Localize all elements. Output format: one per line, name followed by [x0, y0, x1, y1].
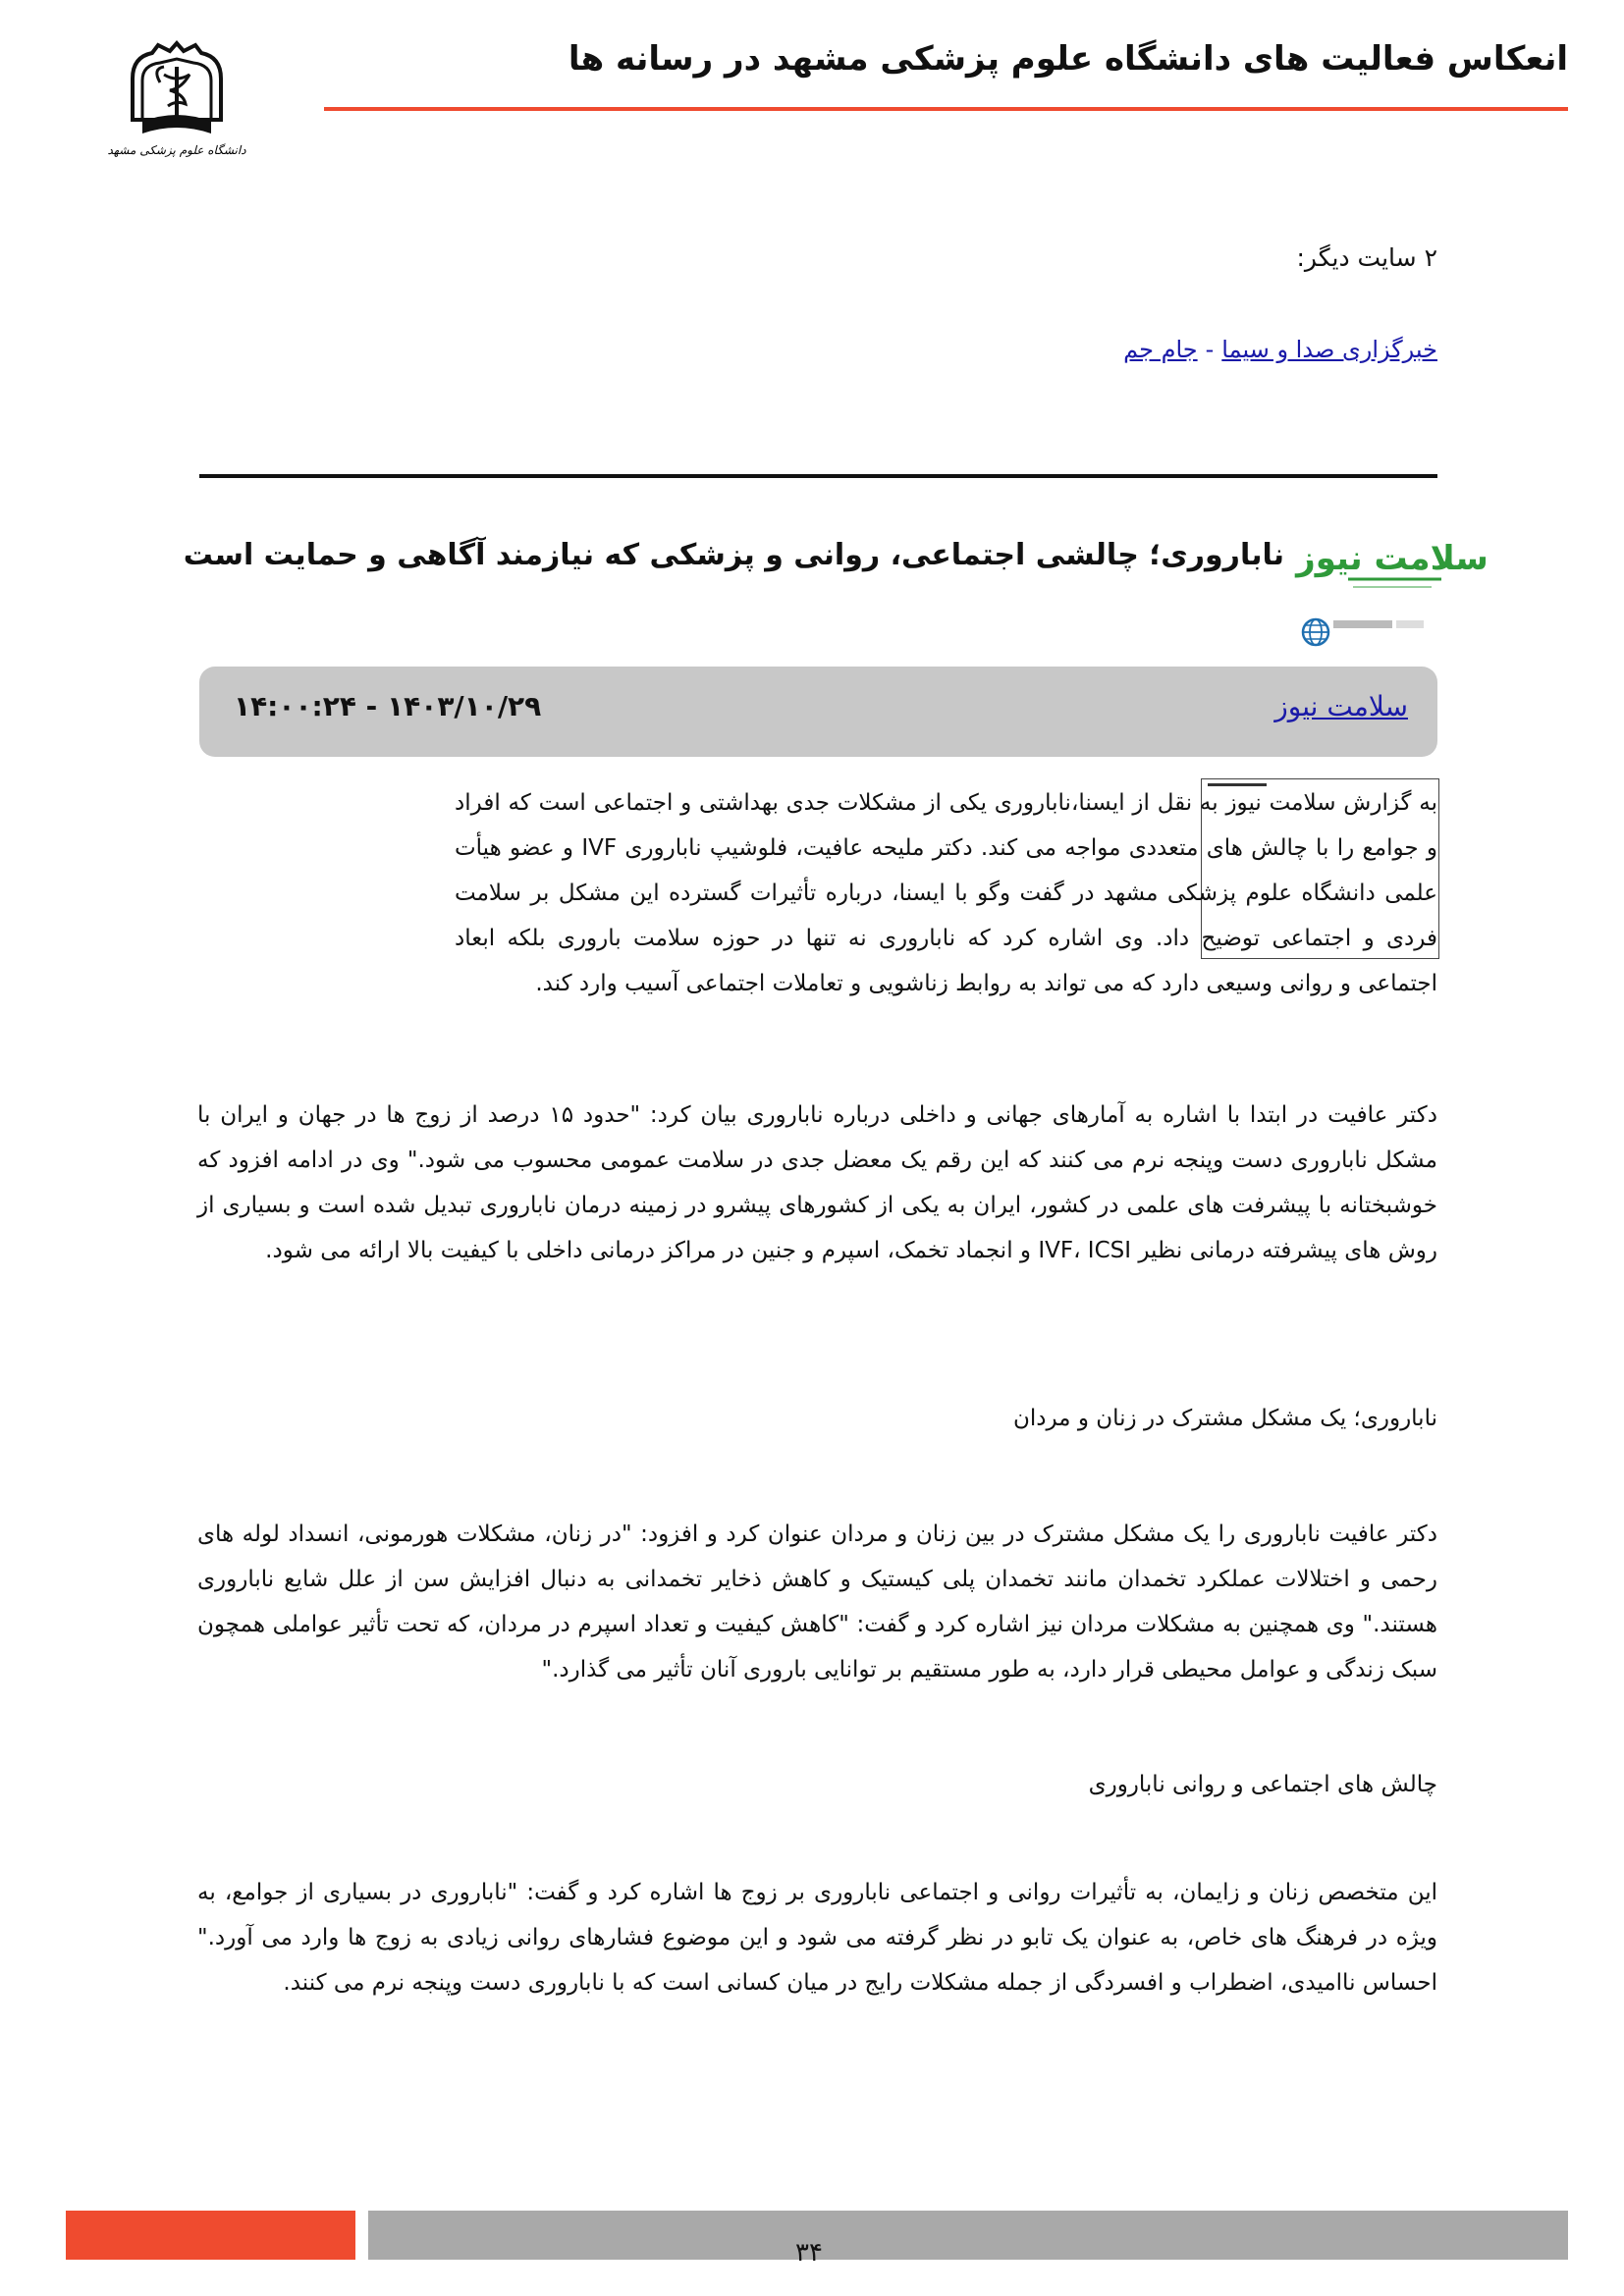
article-meta-bar — [199, 667, 1437, 757]
intro-paragraph — [197, 780, 1437, 1006]
header-rule — [324, 107, 1568, 111]
source-link[interactable]: سلامت نیوز — [1274, 690, 1408, 722]
link-separator: - — [1205, 336, 1215, 363]
publish-datetime: ۱۴۰۳/۱۰/۲۹ - ۱۴:۰۰:۲۴ — [234, 690, 542, 722]
paragraph-2-block — [197, 1093, 1437, 1273]
link-jamejam[interactable]: جام جم — [1123, 336, 1198, 363]
paragraph-4: این متخصص زنان و زایمان، به تأثیرات روانی و اجتماعی ناباروری بر زوج ها اشاره کرد و گفت: "ناباروری در بسیاری از جوامع، به ویژه در فرهنگ های خاص، به عنوان یک تابو در نظر گرفته می شود و این موضوع فشارهای روانی زیادی به زوج ها وارد می آورد." احساس ناامیدی، اضطراب و افسردگی از جمله مشکلات رایج در میان کسانی است که با ناباروری دست وپنجه نرم می کنند. — [197, 1880, 1437, 1996]
salamat-news-wordmark: سلامت نیوز — [1296, 539, 1489, 578]
paragraph-3: دکتر عافیت ناباروری را یک مشکل مشترک در بین زنان و مردان عنوان کرد و افزود: "در زنان، مشکلات هورمونی، انسداد لوله های رحمی و اختلالات عملکرد تخمدان مانند تخمدان پلی کیستیک و کاهش ذخایر تخمدانی به دنبال افزایش سن از علل شایع ناباروری هستند." وی همچنین به مشکلات مردان نیز اشاره کرد و گفت: "کاهش کیفیت و تعداد اسپرم در مردان، که تحت تأثیر عواملی همچون سبک زندگی و عوامل محیطی قرار دارد، به طور مستقیم بر توانایی باروری آنان تأثیر می گذارد." — [197, 1522, 1437, 1682]
paragraph-2: دکتر عافیت در ابتدا با اشاره به آمارهای جهانی و داخلی درباره ناباروری بیان کرد: "حدود ۱۵ درصد از زوج ها در جهان و ایران با مشکل ناباروری دست وپنجه نرم می کنند که این رقم یک معضل جدی در سلامت عمومی محسوب می شود." وی در ادامه افزود که خوشبختانه با پیشرفت های علمی در کشور، ایران به یکی از کشورهای پیشرو در زمینه درمان ناباروری تبدیل شده است و بسیاری از روش های پیشرفته درمانی نظیر IVF، ICSI و انجماد تخمک، اسپرم و جنین در مراکز درمانی داخلی با کیفیت بالا ارائه می شود. — [197, 1102, 1437, 1263]
image-float-spacer — [197, 780, 455, 961]
link-iribnews[interactable]: خبرگزاری صدا و سیما — [1221, 336, 1437, 363]
section-divider — [199, 474, 1437, 478]
other-sites-links — [1123, 336, 1437, 363]
footer-accent-bar — [66, 2211, 355, 2260]
paragraph-1: به گزارش سلامت نیوز به نقل از ایسنا،ناباروری یکی از مشکلات جدی بهداشتی و اجتماعی است که افراد و جوامع را با چالش های متعددی مواجه می کند. دکتر ملیحه عافیت، فلوشیپ ناباروری IVF و عضو هیأت علمی دانشگاه علوم پزشکی مشهد در گفت وگو با ایسنا، درباره تأثیرات گسترده این مشکل بر سلامت فردی و اجتماعی توضیح داد. وی اشاره کرد که ناباروری نه تنها در حوزه سلامت باروری بلکه ابعاد اجتماعی و روانی وسیعی دارد که می تواند به روابط زناشویی و تعاملات اجتماعی آسیب وارد کند. — [455, 790, 1437, 996]
report-title: انعکاس فعالیت های دانشگاه علوم پزشکی مشهد در رسانه ها — [568, 39, 1568, 79]
footer-gray-bar — [368, 2211, 1568, 2260]
subheading-1: ناباروری؛ یک مشکل مشترک در زنان و مردان — [1012, 1406, 1437, 1431]
salamat-news-logo — [1294, 522, 1489, 650]
globe-icon — [1303, 619, 1328, 645]
other-sites-label: ۲ سایت دیگر: — [1296, 243, 1437, 272]
subheading-2: چالش های اجتماعی و روانی ناباروری — [1088, 1772, 1437, 1797]
paragraph-3-block — [197, 1512, 1437, 1692]
page-number: ۳۴ — [795, 2238, 823, 2268]
article-title: ناباروری؛ چالشی اجتماعی، روانی و پزشکی که نیازمند آگاهی و حمایت است — [183, 538, 1284, 572]
logo-caption: دانشگاه علوم پزشکی مشهد — [107, 143, 246, 157]
university-logo — [107, 39, 246, 167]
paragraph-4-block — [197, 1870, 1437, 2005]
